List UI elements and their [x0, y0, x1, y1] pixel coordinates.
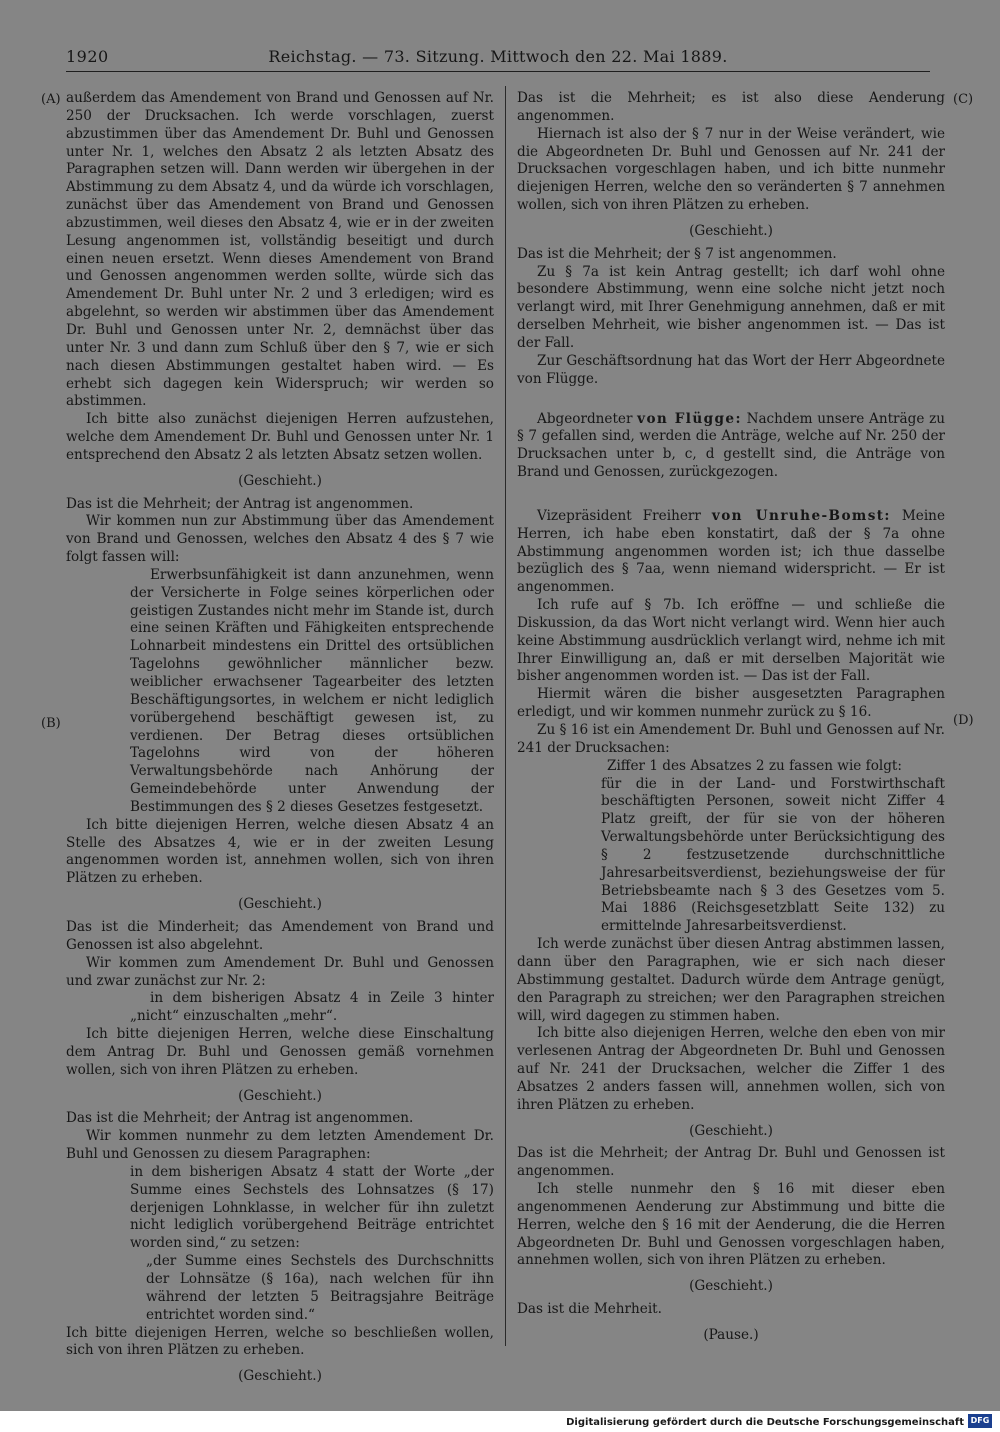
paragraph: Wir kommen nun zur Abstimmung über das Amendement von Brand und Genossen, welches den Absatz 4 des § 7 wie folgt fassen will: [66, 513, 494, 566]
page-number: 1920 [66, 47, 109, 66]
margin-marker-d: (D) [953, 713, 974, 728]
paragraph: Ich bitte diejenigen Herren, welche so beschließen wollen, sich von ihren Plätzen zu erheben. [66, 1324, 494, 1359]
quoted-amendment: in dem bisherigen Absatz 4 in Zeile 3 hinter „nicht“ einzuschalten „mehr“. [130, 990, 494, 1025]
page-header [66, 47, 930, 72]
paragraph: Wir kommen nunmehr zu dem letzten Amendement Dr. Buhl und Genossen zu diesem Paragraphen: [66, 1128, 494, 1163]
paragraph: Ich bitte also zunächst diejenigen Herren aufzustehen, welche dem Amendement Dr. Buhl und Genossen unter Nr. 1 entsprechend den Absatz 2 als letzten Absatz setzen wollen. [66, 411, 494, 463]
stage-direction: (Geschieht.) [238, 896, 322, 913]
stage-direction: (Geschieht.) [238, 1087, 322, 1104]
paragraph: Hiernach ist also der § 7 nur in der Weise verändert, wie die Abgeordneten Dr. Buhl und Genossen auf Nr. 241 der Drucksachen vorgeschlagen haben, und ich bitte nunmehr diejenigen Herren, welche den so veränderten § 7 annehmen wollen, sich von ihren Plätzen zu erheben. [517, 125, 945, 214]
paragraph: Das ist die Mehrheit; der Antrag Dr. Buhl und Genossen ist angenommen. [517, 1145, 945, 1180]
speaker-name: von Unruhe-Bomst: [711, 507, 891, 524]
digitization-credit: Digitalisierung gefördert durch die Deutsche Forschungsgemeinschaft [566, 1417, 964, 1428]
stage-direction: (Geschieht.) [689, 222, 773, 239]
margin-marker-b: (B) [41, 716, 61, 731]
quoted-amendment-inner: für die in der Land- und Forstwirthschaft beschäftigten Personen, soweit nicht Ziffer 4 Platz greift, der für sie von der höheren Verwaltungsbehörde unter Berücksichtigung des § 2 festzusetzende durchschnittliche Jahresarbeitsverdienst, beziehungsweise der für Betriebsbeamte nach § 3 des Gesetzes vom 5. Mai 1886 (Reichsgesetzblatt Seite 132) zu ermittelnde Jahresarbeitsverdienst. [601, 775, 945, 935]
dfg-logo: DFG [968, 1414, 992, 1428]
margin-marker-c: (C) [953, 92, 974, 107]
speech-text: Meine Herren, ich habe eben konstatirt, daß der § 7a ohne Abstimmung angenommen worden ist; ich thue dasselbe bezüglich des § 7aa, wenn niemand widerspricht. — Er ist angenommen. [517, 507, 945, 596]
paragraph: Ich bitte diejenigen Herren, welche diese Einschaltung dem Antrag Dr. Buhl und Genossen gemäß vornehmen wollen, sich von ihren Plätzen zu erheben. [66, 1026, 494, 1078]
paragraph: Zu § 16 ist ein Amendement Dr. Buhl und Genossen auf Nr. 241 der Drucksachen: [517, 722, 945, 756]
speaker-title: Vizepräsident Freiherr [537, 507, 701, 524]
column-divider [505, 86, 506, 1346]
paragraph: Ich bitte diejenigen Herren, welche diesen Absatz 4 an Stelle des Absatzes 4, wie er in der zweiten Lesung angenommen worden ist, annehmen wollen, sich von ihren Plätzen zu erheben. [66, 816, 494, 887]
paragraph: Ich werde zunächst über diesen Antrag abstimmen lassen, dann über den Paragraphen, wie er sich nach dieser Abstimmung gestaltet. Dadurch würde dem Antrage genügt, den Paragraph zu streichen; wer den Paragraphen streichen will, wird dagegen zu stimmen haben. [517, 936, 945, 1024]
paragraph: Das ist die Mehrheit; der § 7 ist angenommen. [517, 245, 837, 262]
speech [517, 411, 945, 482]
quoted-amendment-inner: „der Summe eines Sechstels des Durchschnitts der Lohnsätze (§ 16a), nach welchen für ihn während der letzten 5 Beitragsjahre Beiträge entrichtet worden sind.“ [146, 1253, 494, 1323]
stage-direction: (Geschieht.) [238, 1368, 322, 1385]
quoted-amendment: Ziffer 1 des Absatzes 2 zu fassen wie folgt: [607, 757, 902, 774]
speech-text: Nachdem unsere Anträge zu § 7 gefallen sind, werden die Anträge, welche auf Nr. 250 der Drucksachen unter b, c, d gestellt sind, die Anträge von Brand und Genossen, zurückgezogen. [517, 410, 945, 481]
stage-direction: (Geschieht.) [238, 472, 322, 489]
paragraph: Hiermit wären die bisher ausgesetzten Paragraphen erledigt, und wir kommen nunmehr zurück zu § 16. [517, 686, 945, 721]
paragraph: Das ist die Mehrheit. [517, 1301, 662, 1318]
quoted-amendment: in dem bisherigen Absatz 4 statt der Worte „der Summe eines Sechstels des Lohnsatzes (§ 17) derjenigen Lohnklasse, in welcher für ihn zuletzt nicht lediglich vorübergehend Beiträge entrichtet worden sind,“ zu setzen: [130, 1163, 494, 1252]
speaker-title: Abgeordneter [537, 410, 633, 427]
speech [517, 508, 945, 597]
paragraph: Ich rufe auf § 7b. Ich eröffne — und schließe die Diskussion, da das Wort nicht verlangt wird. Wenn hier auch keine Abstimmung ausdrücklich verlangt wird, nehme ich mit Ihrer Einwilligung an, daß er mit derselben Majorität wie bisher angenommen worden ist. — Das ist der Fall. [517, 597, 945, 685]
margin-marker-a: (A) [41, 92, 61, 107]
quoted-amendment: Erwerbsunfähigkeit ist dann anzunehmen, wenn der Versicherte in Folge seines körperlichen oder geistigen Zustandes nicht mehr im Stande ist, durch eine seinen Kräften und Fähigkeiten entsprechende Lohnarbeit mindestens ein Drittel des ortsüblichen Tagelohns gewöhnlicher männlicher bezw. weiblicher erwachsener Tagearbeiter des letzten Beschäftigungsortes, in welchem er nicht lediglich vorübergehend beschäftigt gewesen ist, zu verdienen. Der Betrag dieses ortsüblichen Tagelohns wird von der höheren Verwaltungsbehörde nach Anhörung der Gemeindebehörde unter Anwendung der Bestimmungen des § 2 dieses Gesetzes festgesetzt. [130, 566, 494, 815]
paragraph: außerdem das Amendement von Brand und Genossen auf Nr. 250 der Drucksachen. Ich werde vorschlagen, zuerst abzustimmen über das Amendement Dr. Buhl und Genossen unter Nr. 1, welches den Absatz 2 als letzten Absatz des Paragraphen setzen will. Dann werden wir übergehen in der Abstimmung zu dem Absatz 4, und da würde ich vorschlagen, zunächst über das Amendement von Brand und Genossen abzustimmen, weil dieses den Absatz 4, wie er in der zweiten Lesung angenommen ist, vollständig beseitigt und durch einen neuen ersetzt. Wenn dieses Amendement von Brand und Genossen angenommen werden sollte, würde sich das Amendement Dr. Buhl unter Nr. 2 und 3 erledigen; wird es abgelehnt, so werden wir abstimmen über das Amendement Dr. Buhl und Genossen unter Nr. 2, demnächst über das unter Nr. 3 und dann zum Schluß über den § 7, wie er sich nach diesen Abstimmungen gestaltet haben wird. — Es erhebt sich dagegen kein Widerspruch; wir werden so abstimmen. [66, 90, 494, 410]
paragraph: Wir kommen zum Amendement Dr. Buhl und Genossen und zwar zunächst zur Nr. 2: [66, 954, 494, 989]
right-column [517, 90, 945, 1350]
speaker-name: von Flügge: [637, 410, 742, 427]
paragraph: Ich bitte also diejenigen Herren, welche den eben von mir verlesenen Antrag der Abgeordneten Dr. Buhl und Genossen auf Nr. 241 der Drucksachen, welcher die Ziffer 1 des Absatzes 2 anders fassen will, annehmen wollen, sich von ihren Plätzen zu erheben. [517, 1025, 945, 1113]
paragraph: Ich stelle nunmehr den § 16 mit dieser eben angenommenen Aenderung zur Abstimmung und bitte die Herren, welche den § 16 mit der Aenderung, die die Herren Abgeordneten Dr. Buhl und Genossen vorgeschlagen haben, annehmen wollen, sich von ihren Plätzen zu erheben. [517, 1181, 945, 1269]
paragraph: Zur Geschäftsordnung hat das Wort der Herr Abgeordnete von Flügge. [517, 352, 945, 387]
paragraph: Zu § 7a ist kein Antrag gestellt; ich darf wohl ohne besondere Abstimmung, wenn eine solche nicht jetzt noch verlangt wird, mit Ihrer Genehmigung annehmen, daß er mit derselben Mehrheit, wie bisher angenommen ist. — Das ist der Fall. [517, 263, 945, 351]
left-column [66, 90, 494, 1391]
paragraph: Das ist die Minderheit; das Amendement von Brand und Genossen ist also abgelehnt. [66, 918, 494, 953]
paragraph: Das ist die Mehrheit; der Antrag ist angenommen. [66, 495, 414, 512]
running-title: Reichstag. — 73. Sitzung. Mittwoch den 22. Mai 1889. [268, 47, 728, 66]
paragraph: Das ist die Mehrheit; es ist also diese Aenderung angenommen. [517, 90, 945, 124]
stage-direction: (Pause.) [703, 1327, 759, 1343]
paragraph: Das ist die Mehrheit; der Antrag ist angenommen. [66, 1110, 414, 1127]
stage-direction: (Geschieht.) [689, 1122, 773, 1139]
stage-direction: (Geschieht.) [689, 1278, 773, 1295]
